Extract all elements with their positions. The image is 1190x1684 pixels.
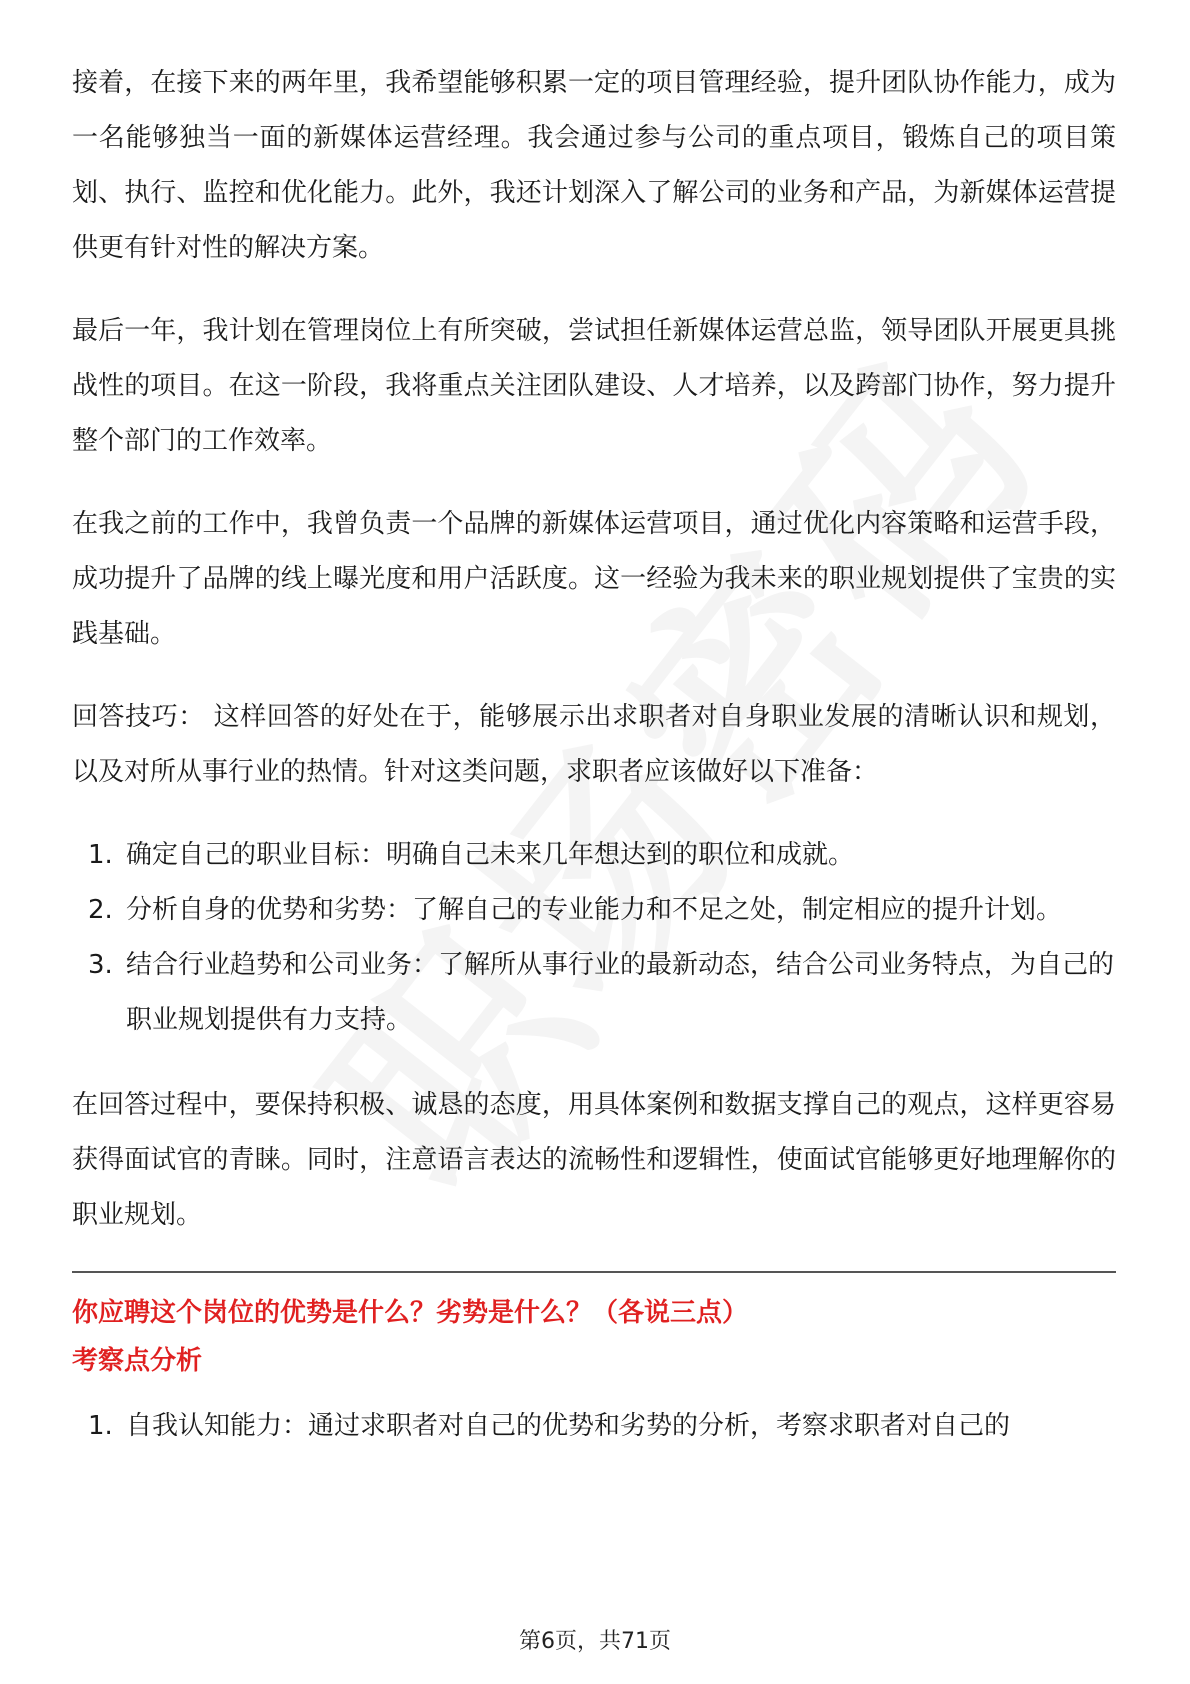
list-text: 确定自己的职业目标：明确自己未来几年想达到的职位和成就。 (126, 840, 855, 870)
list-number: 1. (88, 840, 113, 870)
analysis-heading: 考察点分析 (72, 1346, 203, 1376)
paragraph-3: 在我之前的工作中，我曾负责一个品牌的新媒体运营项目，通过优化内容策略和运营手段，成功提升了品牌的线上曝光度和用户活跃度。这一经验为我未来的职业规划提供了宝贵的实践基础。 (72, 509, 1116, 649)
paragraph-1: 接着，在接下来的两年里，我希望能够积累一定的项目管理经验，提升团队协作能力，成为一名能够独当一面的新媒体运营经理。我会通过参与公司的重点项目，锻炼自己的项目策划、执行、监控和优化能力。此外，我还计划深入了解公司的业务和产品，为新媒体运营提供更有针对性的解决方案。 (72, 68, 1116, 263)
tips-list (72, 828, 1116, 1048)
list-text: 结合行业趋势和公司业务：了解所从事行业的最新动态，结合公司业务特点，为自己的职业规划提供有力支持。 (126, 950, 1115, 1035)
list-number: 1. (88, 1411, 113, 1441)
list-item (72, 883, 1116, 938)
section-divider (72, 1271, 1116, 1273)
analysis-list (72, 1399, 1116, 1454)
list-item (72, 938, 1116, 1048)
document-body (72, 56, 1116, 1484)
closing-paragraph: 在回答过程中，要保持积极、诚恳的态度，用具体案例和数据支撑自己的观点，这样更容易获得面试官的青睐。同时，注意语言表达的流畅性和逻辑性，使面试官能够更好地理解你的职业规划。 (72, 1090, 1116, 1230)
list-number: 3. (88, 950, 113, 980)
answer-tips-intro: 回答技巧： 这样回答的好处在于，能够展示出求职者对自身职业发展的清晰认识和规划，以及对所从事行业的热情。针对这类问题，求职者应该做好以下准备： (72, 702, 1116, 787)
paragraph-2: 最后一年，我计划在管理岗位上有所突破，尝试担任新媒体运营总监，领导团队开展更具挑战性的项目。在这一阶段，我将重点关注团队建设、人才培养，以及跨部门协作，努力提升整个部门的工作效率。 (72, 316, 1116, 456)
list-text: 自我认知能力：通过求职者对自己的优势和劣势的分析，考察求职者对自己的 (126, 1411, 1011, 1441)
list-item (72, 1399, 1116, 1454)
list-item (72, 828, 1116, 883)
question-heading: 你应聘这个岗位的优势是什么？劣势是什么？（各说三点） (72, 1298, 749, 1328)
list-number: 2. (88, 895, 113, 925)
page-footer: 第6页，共71页 (519, 1629, 671, 1654)
list-text: 分析自身的优势和劣势：了解自己的专业能力和不足之处，制定相应的提升计划。 (126, 895, 1063, 925)
